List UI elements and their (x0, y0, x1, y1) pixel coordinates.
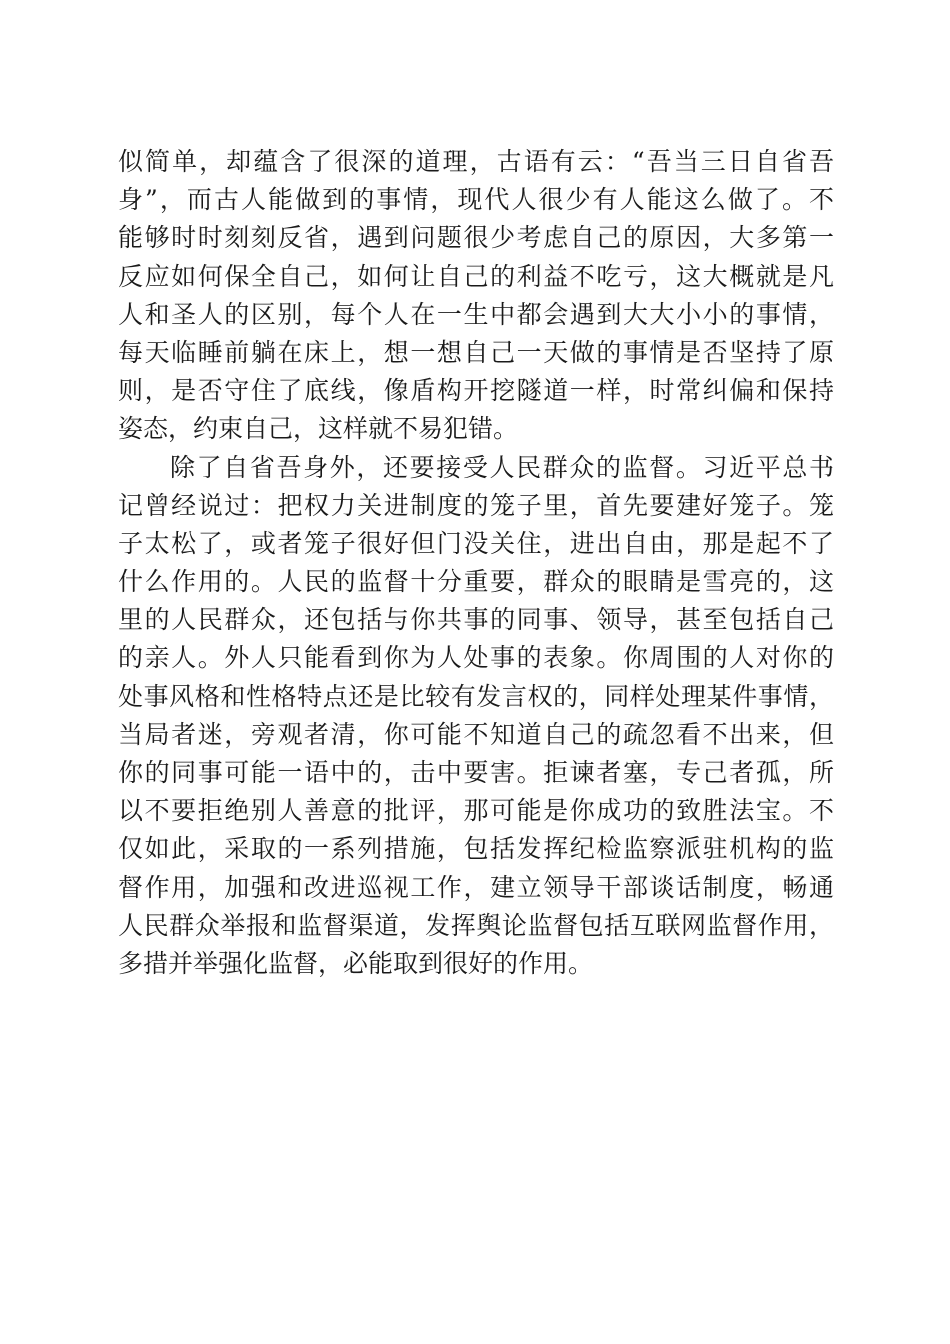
text-line: 记曾经说过：把权力关进制度的笼子里，首先要建好笼子。笼 (118, 490, 834, 520)
text-line: 以不要拒绝别人善意的批评，那可能是你成功的致胜法宝。不 (118, 796, 834, 826)
text-line: 子太松了，或者笼子很好但门没关住，进出自由，那是起不了 (118, 528, 834, 558)
text-line: 人民群众举报和监督渠道，发挥舆论监督包括互联网监督作用， (118, 910, 834, 940)
text-line: 什么作用的。人民的监督十分重要，群众的眼睛是雪亮的，这 (118, 567, 834, 597)
text-line: 督作用，加强和改进巡视工作，建立领导干部谈话制度，畅通 (118, 872, 834, 902)
paragraph-1 (118, 143, 834, 449)
paragraph-2 (118, 449, 834, 984)
text-line: 当局者迷，旁观者清，你可能不知道自己的疏忽看不出来，但 (118, 719, 834, 749)
text-line: 你的同事可能一语中的，击中要害。拒谏者塞，专己者孤，所 (118, 758, 834, 787)
text-line: 仅如此，采取的一系列措施，包括发挥纪检监察派驻机构的监 (118, 834, 834, 864)
text-line: 处事风格和性格特点还是比较有发言权的，同样处理某件事情， (118, 681, 834, 711)
text-line: 多措并举强化监督，必能取到很好的作用。 (118, 948, 594, 978)
text-line: 每天临睡前躺在床上，想一想自己一天做的事情是否坚持了原 (118, 337, 834, 367)
text-line: 姿态，约束自己，这样就不易犯错。 (118, 414, 519, 444)
text-line: 反应如何保全自己，如何让自己的利益不吃亏，这大概就是凡 (118, 261, 834, 291)
text-line: 则，是否守住了底线，像盾构开挖隧道一样，时常纠偏和保持 (118, 376, 834, 406)
text-line: 里的人民群众，还包括与你共事的同事、领导，甚至包括自己 (118, 605, 834, 635)
text-line: 能够时时刻刻反省，遇到问题很少考虑自己的原因，大多第一 (118, 223, 834, 253)
text-line: 身”，而古人能做到的事情，现代人很少有人能这么做了。不 (118, 185, 834, 215)
text-line: 的亲人。外人只能看到你为人处事的表象。你周围的人对你的 (118, 643, 834, 673)
document-body (118, 143, 834, 983)
text-line: 人和圣人的区别，每个人在一生中都会遇到大大小小的事情， (118, 299, 834, 329)
text-line: 除了自省吾身外，还要接受人民群众的监督。习近平总书 (170, 452, 834, 482)
text-line: 似简单，却蕴含了很深的道理，古语有云：“吾当三日自省吾 (118, 147, 834, 176)
